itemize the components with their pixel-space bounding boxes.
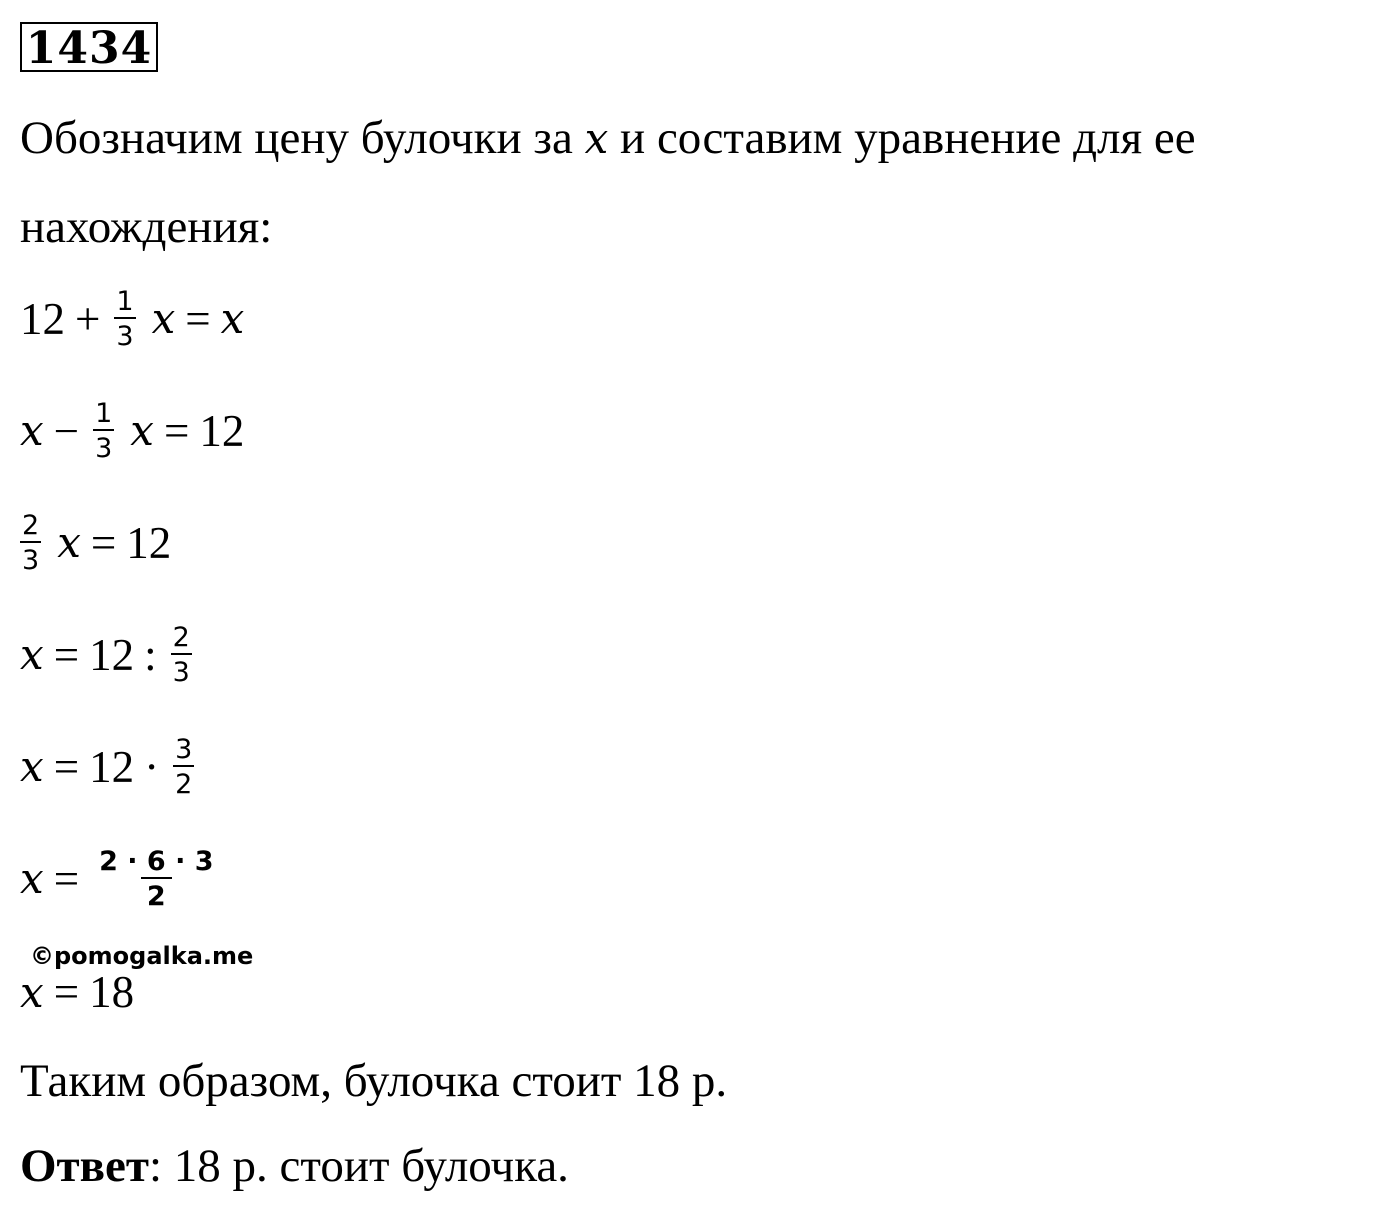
eq1-denominator: 3 [114,317,135,350]
eq3-denominator: 3 [20,541,41,574]
eq6-fraction [93,848,219,910]
intro-text-b: и составим уравнение для ее [608,112,1196,164]
eq4-fraction [171,624,192,686]
eq3-var: x [57,518,81,567]
equation-2 [20,400,244,462]
eq7-var: x [20,967,44,1017]
eq6-numerator: 2 · 6 · 3 [99,846,214,877]
eq2-denominator: 3 [93,429,114,462]
eq7-equals: = [53,967,80,1017]
eq2-equals: = [163,405,190,456]
eq4-equals: = [53,629,80,680]
eq4-numerator: 2 [172,622,190,653]
eq5-multiply: · [144,741,160,792]
eq2-minus: − [53,405,80,456]
variable-x: x [584,114,609,163]
eq2-var: x [20,406,44,455]
eq5-var: x [20,742,44,791]
eq4-divide: : [144,629,157,680]
intro-text-a: Обозначим цену булочки за [20,112,585,164]
equation-6 [20,848,224,910]
equation-1 [20,288,244,350]
eq1-numerator: 1 [116,286,134,317]
eq4-var: x [20,630,44,679]
eq1-var: x [151,294,176,343]
intro-line-1 [20,112,1196,164]
equation-3 [20,512,171,574]
eq2-var2: x [130,406,154,455]
answer-label: Ответ [20,1140,149,1192]
equation-4 [20,624,196,686]
eq5-value: 12 [89,741,135,792]
equation-5 [20,736,198,798]
eq1-equals: = [185,293,211,344]
eq5-numerator: 3 [175,734,193,765]
intro-line-2: нахождения: [20,201,273,253]
eq6-denominator: 2 [141,877,172,910]
equation-7 [20,967,135,1017]
eq5-fraction [173,736,194,798]
eq5-denominator: 2 [173,765,194,798]
eq4-value: 12 [89,629,135,680]
eq1-left: 12 [20,293,65,344]
eq5-equals: = [53,741,80,792]
eq1-plus: + [75,293,101,344]
eq6-equals: = [53,853,80,904]
eq3-equals: = [90,517,117,568]
eq1-rhs: x [220,294,245,343]
answer-text: : 18 р. стоит булочка. [148,1140,569,1192]
task-number: 1434 [20,22,158,72]
eq2-rhs: 12 [199,405,245,456]
eq3-numerator: 2 [22,510,40,541]
eq7-rhs: 18 [89,967,135,1017]
conclusion: Таким образом, булочка стоит 18 р. [20,1055,728,1107]
eq3-fraction [20,512,41,574]
answer-line [20,1140,569,1192]
eq2-fraction [93,400,114,462]
eq2-numerator: 1 [95,398,113,429]
eq3-rhs: 12 [126,517,172,568]
eq4-denominator: 3 [171,653,192,686]
watermark: ©pomogalka.me [30,942,254,970]
eq1-fraction [114,288,135,350]
eq6-var: x [20,854,44,903]
